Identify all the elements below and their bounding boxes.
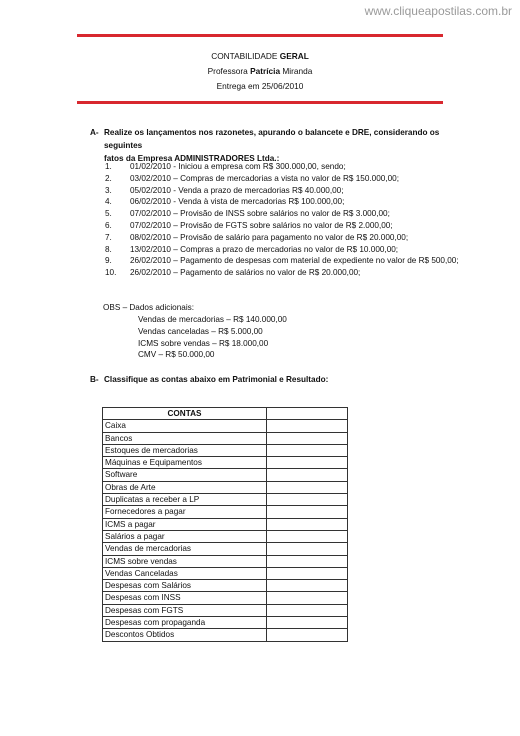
item-text: 08/02/2010 – Provisão de salário para pagamento no valor de R$ 20.000,00; — [130, 232, 409, 242]
account-name: Vendas Canceladas — [103, 567, 267, 579]
table-row — [103, 420, 348, 432]
item-number: 5. — [105, 209, 112, 219]
classification-cell — [267, 629, 348, 641]
account-name: Obras de Arte — [103, 481, 267, 493]
list-item — [105, 244, 465, 256]
table-row — [103, 604, 348, 616]
table-header-row — [103, 408, 348, 420]
item-number: 6. — [105, 220, 112, 230]
item-text: 06/02/2010 - Venda à vista de mercadorias R$ 100.000,00; — [130, 197, 345, 207]
classification-cell — [267, 604, 348, 616]
professor-prefix: Professora — [207, 66, 251, 76]
table-row — [103, 444, 348, 456]
item-number: 10. — [105, 268, 117, 278]
table-row — [103, 506, 348, 518]
list-item — [105, 208, 465, 220]
account-name: Despesas com Salários — [103, 580, 267, 592]
section-b-heading — [90, 373, 450, 386]
account-name: Salários a pagar — [103, 530, 267, 542]
item-number: 9. — [105, 256, 112, 266]
table-row — [103, 592, 348, 604]
account-name: Duplicatas a receber a LP — [103, 494, 267, 506]
account-name: Caixa — [103, 420, 267, 432]
classification-cell — [267, 518, 348, 530]
list-item — [105, 185, 465, 197]
obs-line: Vendas de mercadorias – R$ 140.000,00 — [138, 315, 287, 324]
account-name: Vendas de mercadorias — [103, 543, 267, 555]
table-row — [103, 629, 348, 641]
item-number: 7. — [105, 232, 112, 242]
account-name: Despesas com propaganda — [103, 617, 267, 629]
item-text: 05/02/2010 - Venda a prazo de mercadorias R$ 40.000,00; — [130, 185, 344, 195]
item-text: 03/02/2010 – Compras de mercadorias a vista no valor de R$ 150.000,00; — [130, 173, 399, 183]
classification-cell — [267, 494, 348, 506]
item-number: 3. — [105, 185, 112, 195]
section-b-text: Classifique as contas abaixo em Patrimonial e Resultado: — [104, 375, 329, 384]
section-a-line-2: fatos da Empresa ADMINISTRADORES Ltda.: — [104, 154, 280, 163]
classification-cell — [267, 457, 348, 469]
item-text: 26/02/2010 – Pagamento de salários no valor de R$ 20.000,00; — [130, 268, 361, 278]
item-text: 07/02/2010 – Provisão de INSS sobre salários no valor de R$ 3.000,00; — [130, 209, 390, 219]
classification-cell — [267, 506, 348, 518]
professor-first-name: Patrícia — [250, 66, 281, 76]
section-a-heading — [90, 126, 450, 165]
course-title-prefix: CONTABILIDADE — [211, 51, 280, 61]
list-item — [105, 161, 465, 173]
list-item — [105, 173, 465, 185]
classification-cell — [267, 432, 348, 444]
list-item — [105, 267, 465, 279]
classification-cell — [267, 617, 348, 629]
account-name: Bancos — [103, 432, 267, 444]
list-item — [105, 232, 465, 244]
account-name: Software — [103, 469, 267, 481]
classification-cell — [267, 592, 348, 604]
table-row — [103, 617, 348, 629]
section-a-line-1: Realize os lançamentos nos razonetes, apurando o balancete e DRE, considerando os seguintes — [104, 128, 440, 150]
obs-line: Vendas canceladas – R$ 5.000,00 — [138, 326, 263, 336]
classification-header-cell — [267, 408, 348, 420]
course-title-bold: GERAL — [279, 51, 309, 61]
column-header-contas: CONTAS — [103, 408, 267, 420]
account-name: ICMS a pagar — [103, 518, 267, 530]
item-number: 1. — [105, 162, 112, 171]
item-text: 26/02/2010 – Pagamento de despesas com material de expediente no valor de R$ 500,00; — [130, 256, 459, 266]
table-row — [103, 580, 348, 592]
table-row — [103, 469, 348, 481]
classification-cell — [267, 444, 348, 456]
table-row — [103, 543, 348, 555]
top-red-rule — [77, 34, 443, 37]
bottom-red-rule — [77, 101, 443, 104]
item-number: 8. — [105, 244, 112, 254]
document-header — [77, 49, 443, 94]
classification-cell — [267, 580, 348, 592]
list-item — [105, 196, 465, 208]
due-date-line: Entrega em 25/06/2010 — [216, 81, 304, 91]
item-text: 13/02/2010 – Compras a prazo de mercadorias no valor de R$ 10.000,00; — [130, 244, 399, 254]
classification-cell — [267, 567, 348, 579]
professor-last-name: Miranda — [280, 66, 313, 76]
item-number: 4. — [105, 197, 112, 207]
watermark-url: www.cliqueapostilas.com.br — [364, 4, 512, 18]
classification-cell — [267, 469, 348, 481]
table-row — [103, 457, 348, 469]
course-title-line — [77, 49, 443, 64]
classification-cell — [267, 543, 348, 555]
obs-additional-data — [138, 314, 287, 361]
account-name: Máquinas e Equipamentos — [103, 457, 267, 469]
account-name: Estoques de mercadorias — [103, 444, 267, 456]
section-b-letter: B- — [90, 375, 99, 384]
obs-line: ICMS sobre vendas – R$ 18.000,00 — [138, 338, 269, 348]
account-name: Despesas com FGTS — [103, 604, 267, 616]
obs-title: OBS – Dados adicionais: — [103, 303, 195, 312]
item-text: 01/02/2010 - Iniciou a empresa com R$ 300.000,00, sendo; — [130, 162, 346, 171]
account-name: Fornecedores a pagar — [103, 506, 267, 518]
table-row — [103, 494, 348, 506]
list-item — [105, 255, 465, 267]
account-name: Descontos Obtidos — [103, 629, 267, 641]
section-a-letter: A- — [90, 128, 99, 137]
classification-cell — [267, 530, 348, 542]
table-row — [103, 530, 348, 542]
classification-cell — [267, 555, 348, 567]
table-row — [103, 432, 348, 444]
list-item — [105, 220, 465, 232]
professor-line — [77, 64, 443, 79]
obs-line: CMV – R$ 50.000,00 — [138, 350, 215, 360]
account-name: ICMS sobre vendas — [103, 555, 267, 567]
item-number: 2. — [105, 173, 112, 183]
item-text: 07/02/2010 – Provisão de FGTS sobre salários no valor de R$ 2.000,00; — [130, 220, 393, 230]
table-row — [103, 567, 348, 579]
table-row — [103, 555, 348, 567]
accounts-table — [102, 407, 348, 642]
transactions-list — [105, 161, 465, 279]
classification-cell — [267, 481, 348, 493]
table-row — [103, 518, 348, 530]
classification-cell — [267, 420, 348, 432]
table-row — [103, 481, 348, 493]
account-name: Despesas com INSS — [103, 592, 267, 604]
